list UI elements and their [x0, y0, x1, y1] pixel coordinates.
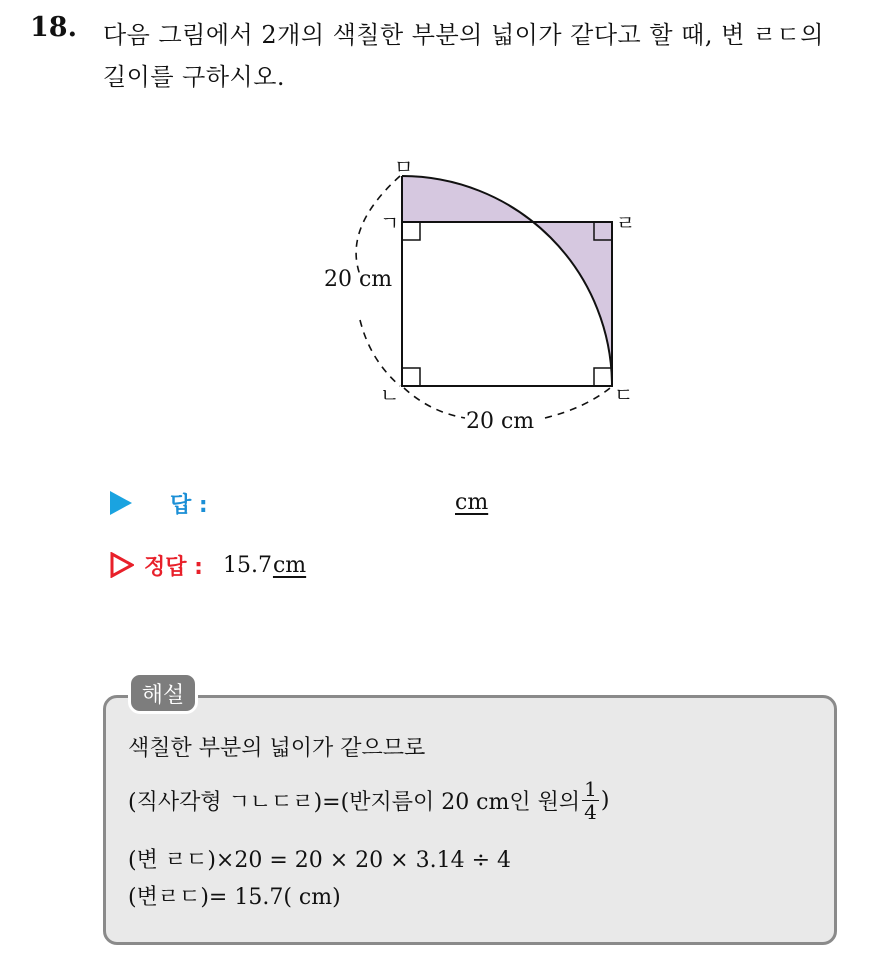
bottom-dimension-arc-right	[545, 388, 610, 418]
explanation-line-2-prefix: (직사각형 ㄱㄴㄷㄹ)=(반지름이 20 cm인 원의	[128, 790, 581, 815]
label-bottom-left: ㄴ	[380, 383, 400, 407]
shaded-region-top	[402, 176, 533, 222]
label-top-arc: ㅁ	[394, 155, 414, 179]
explanation-tag: 해설	[128, 672, 198, 714]
answer-row	[110, 486, 208, 520]
right-angle-bottom-right	[594, 368, 612, 386]
explanation-line-2-suffix: )	[600, 788, 610, 813]
label-bottom-dimension: 20 cm	[466, 409, 535, 434]
filled-triangle-icon	[110, 491, 132, 515]
right-angle-top-left	[402, 222, 420, 240]
explanation-line-2	[128, 778, 609, 823]
figure-svg	[300, 150, 660, 450]
question-line-2: 길이를 구하시오.	[103, 63, 286, 91]
correct-answer-value: 15.7	[222, 552, 272, 578]
label-left-dimension: 20 cm	[324, 267, 393, 292]
explanation-line-3: (변 ㄹㄷ)×20 = 20 × 20 × 3.14 ÷ 4	[128, 848, 511, 873]
correct-answer-label: 정답 :	[144, 554, 203, 580]
question-text	[103, 14, 873, 98]
shaded-region-right	[533, 222, 612, 386]
correct-answer-row	[110, 548, 306, 582]
fraction-one-quarter	[582, 778, 599, 823]
right-angle-bottom-left	[402, 368, 420, 386]
label-top-right: ㄹ	[616, 211, 636, 235]
bottom-dimension-arc-left	[404, 388, 465, 418]
answer-label: 답 :	[170, 492, 208, 518]
left-dimension-arc-lower	[360, 320, 400, 386]
label-top-left: ㄱ	[380, 211, 400, 235]
outline-triangle-icon	[110, 552, 134, 578]
geometry-figure	[300, 150, 660, 450]
answer-unit[interactable]: cm	[455, 490, 489, 515]
fraction-denominator: 4	[584, 800, 597, 824]
question-number: 18.	[30, 12, 77, 43]
fraction-numerator: 1	[584, 777, 597, 801]
correct-answer-unit: cm	[272, 552, 307, 578]
explanation-line-1: 색칠한 부분의 넓이가 같으므로	[128, 736, 426, 761]
question-line-1: 다음 그림에서 2개의 색칠한 부분의 넓이가 같다고 할 때, 변 ㄹㄷ의	[103, 21, 824, 49]
explanation-line-4: (변ㄹㄷ)= 15.7( cm)	[128, 885, 341, 910]
label-bottom-right: ㄷ	[614, 383, 634, 407]
